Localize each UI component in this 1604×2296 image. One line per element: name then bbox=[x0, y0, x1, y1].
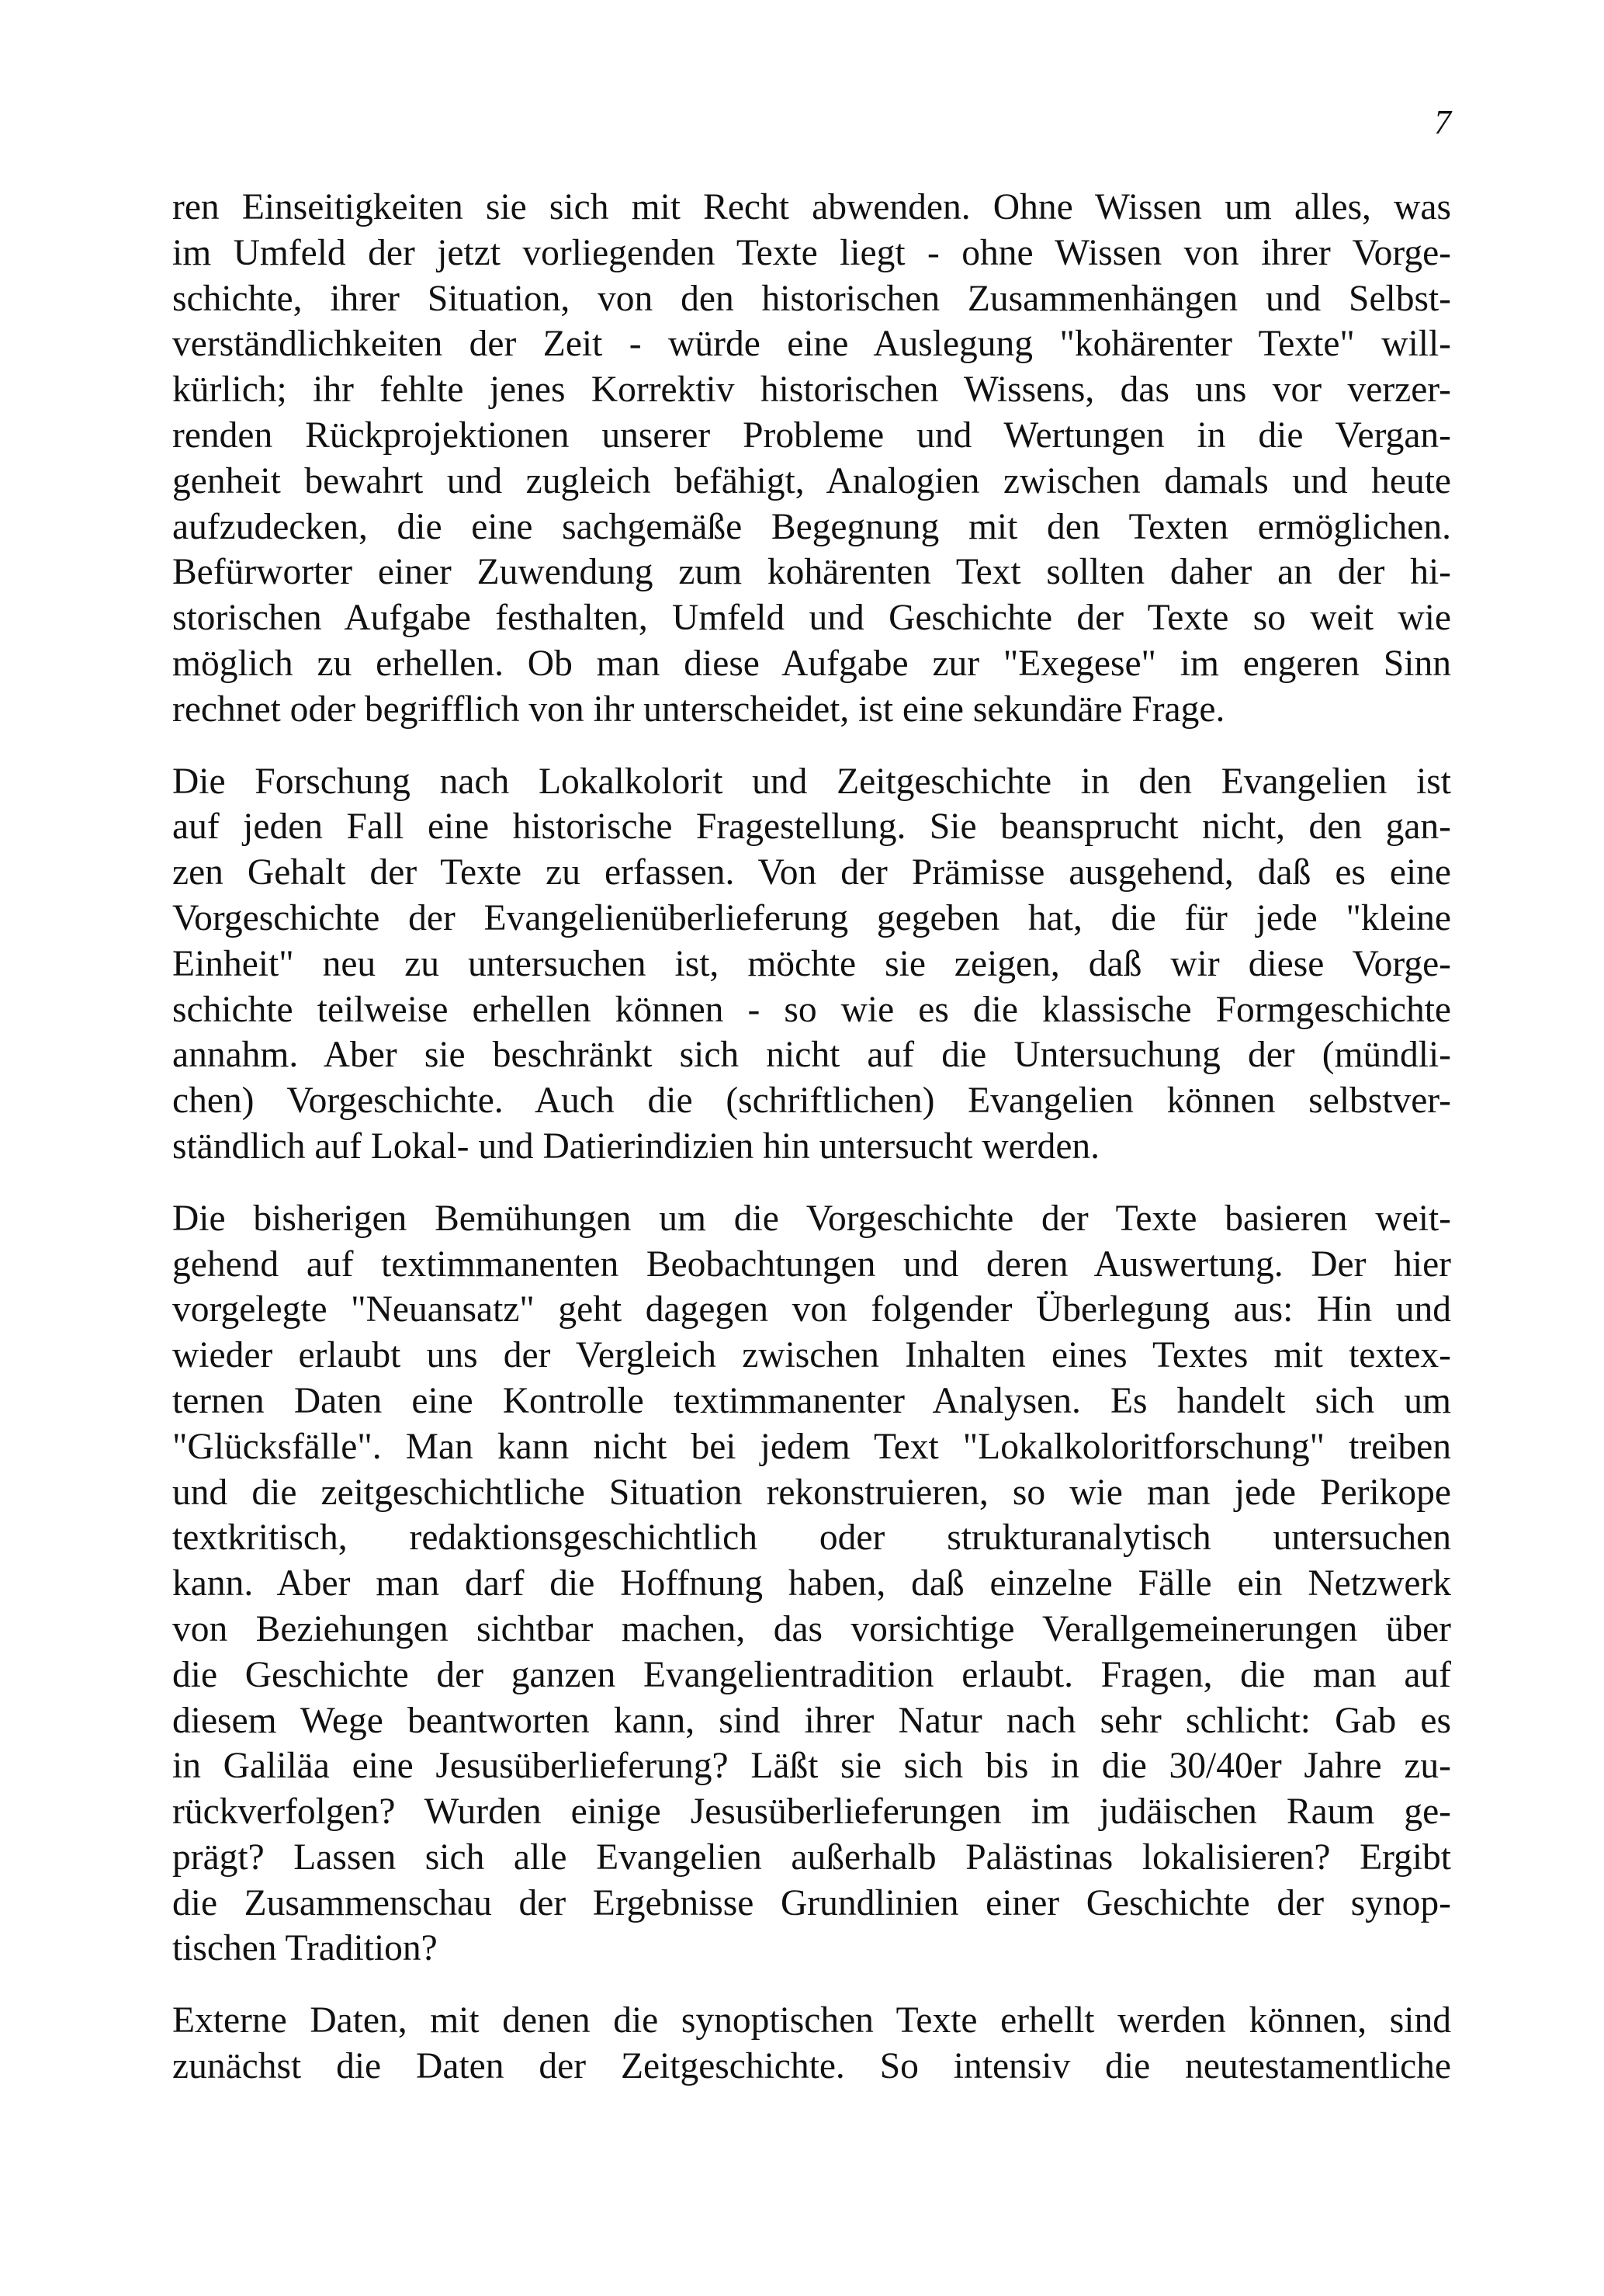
text-line: zunächst die Daten der Zeitgeschichte. So intensiv die neutestamentliche bbox=[172, 2046, 1451, 2087]
text-line: aufzudecken, die eine sachgemäße Begegnung mit den Texten ermöglichen. bbox=[172, 506, 1451, 547]
text-line: Die Forschung nach Lokalkolorit und Zeitgeschichte in den Evangelien ist bbox=[172, 761, 1451, 802]
text-line: verständlichkeiten der Zeit - würde eine Auslegung "kohärenter Texte" will- bbox=[172, 324, 1451, 365]
text-line: von Beziehungen sichtbar machen, das vorsichtige Verallgemeinerungen über bbox=[172, 1608, 1451, 1649]
body-text bbox=[172, 185, 1451, 2116]
text-line: annahm. Aber sie beschränkt sich nicht auf die Untersuchung der (mündli- bbox=[172, 1035, 1451, 1076]
text-line: die Geschichte der ganzen Evangelientradition erlaubt. Fragen, die man auf bbox=[172, 1654, 1451, 1695]
text-line: ren Einseitigkeiten sie sich mit Recht abwenden. Ohne Wissen um alles, was bbox=[172, 187, 1451, 227]
text-line: ternen Daten eine Kontrolle textimmanenter Analysen. Es handelt sich um bbox=[172, 1380, 1451, 1421]
text-line: Die bisherigen Bemühungen um die Vorgeschichte der Texte basieren weit- bbox=[172, 1198, 1451, 1239]
text-line: Externe Daten, mit denen die synoptischen Texte erhellt werden können, sind bbox=[172, 2000, 1451, 2041]
text-line: storischen Aufgabe festhalten, Umfeld und Geschichte der Texte so weit wie bbox=[172, 598, 1451, 639]
paragraph bbox=[172, 1998, 1451, 2090]
text-line: Vorgeschichte der Evangelienüberlieferung gegeben hat, die für jede "kleine bbox=[172, 897, 1451, 938]
text-line: kürlich; ihr fehlte jenes Korrektiv historischen Wissens, das uns vor verzer- bbox=[172, 369, 1451, 411]
text-line: Einheit" neu zu untersuchen ist, möchte sie zeigen, daß wir diese Vorge- bbox=[172, 943, 1451, 984]
text-line: im Umfeld der jetzt vorliegenden Texte liegt - ohne Wissen von ihrer Vorge- bbox=[172, 232, 1451, 273]
text-line: zen Gehalt der Texte zu erfassen. Von der Prämisse ausgehend, daß es eine bbox=[172, 852, 1451, 893]
text-line: prägt? Lassen sich alle Evangelien außerhalb Palästinas lokalisieren? Ergibt bbox=[172, 1836, 1451, 1878]
text-line: ständlich auf Lokal- und Datierindizien hin untersucht werden. bbox=[172, 1125, 1100, 1167]
text-line: wieder erlaubt uns der Vergleich zwischen Inhalten eines Textes mit textex- bbox=[172, 1335, 1451, 1376]
text-line: schichte teilweise erhellen können - so wie es die klassische Formgeschichte bbox=[172, 989, 1451, 1030]
text-line: tischen Tradition? bbox=[172, 1928, 438, 1969]
text-line: renden Rückprojektionen unserer Probleme und Wertungen in die Vergan- bbox=[172, 414, 1451, 456]
text-line: gehend auf textimmanenten Beobachtungen und deren Auswertung. Der hier bbox=[172, 1243, 1451, 1285]
text-line: genheit bewahrt und zugleich befähigt, Analogien zwischen damals und heute bbox=[172, 460, 1451, 501]
text-line: diesem Wege beantworten kann, sind ihrer Natur nach sehr schlicht: Gab es bbox=[172, 1700, 1451, 1741]
text-line: möglich zu erhellen. Ob man diese Aufgabe zur "Exegese" im engeren Sinn bbox=[172, 643, 1451, 684]
paragraph bbox=[172, 185, 1451, 733]
paragraph bbox=[172, 759, 1451, 1170]
text-line: kann. Aber man darf die Hoffnung haben, daß einzelne Fälle ein Netzwerk bbox=[172, 1563, 1451, 1604]
text-line: die Zusammenschau der Ergebnisse Grundlinien einer Geschichte der synop- bbox=[172, 1882, 1451, 1923]
paragraph bbox=[172, 1196, 1451, 1972]
text-line: Befürworter einer Zuwendung zum kohärenten Text sollten daher an der hi- bbox=[172, 552, 1451, 593]
text-line: textkritisch, redaktionsgeschichtlich oder strukturanalytisch untersuchen bbox=[172, 1517, 1451, 1559]
text-line: rechnet oder begrifflich von ihr unterscheidet, ist eine sekundäre Frage. bbox=[172, 688, 1225, 730]
text-line: und die zeitgeschichtliche Situation rekonstruieren, so wie man jede Perikope bbox=[172, 1472, 1451, 1513]
page-number: 7 bbox=[1434, 103, 1451, 141]
text-line: in Galiläa eine Jesusüberlieferung? Läßt sie sich bis in die 30/40er Jahre zu- bbox=[172, 1746, 1451, 1787]
text-line: vorgelegte "Neuansatz" geht dagegen von folgender Überlegung aus: Hin und bbox=[172, 1289, 1451, 1330]
text-line: chen) Vorgeschichte. Auch die (schriftlichen) Evangelien können selbstver- bbox=[172, 1080, 1451, 1122]
text-line: schichte, ihrer Situation, von den historischen Zusammenhängen und Selbst- bbox=[172, 278, 1451, 319]
text-line: "Glücksfälle". Man kann nicht bei jedem Text "Lokalkoloritforschung" treiben bbox=[172, 1426, 1451, 1467]
text-line: auf jeden Fall eine historische Fragestellung. Sie beansprucht nicht, den gan- bbox=[172, 806, 1451, 848]
text-line: rückverfolgen? Wurden einige Jesusüberlieferungen im judäischen Raum ge- bbox=[172, 1791, 1451, 1833]
